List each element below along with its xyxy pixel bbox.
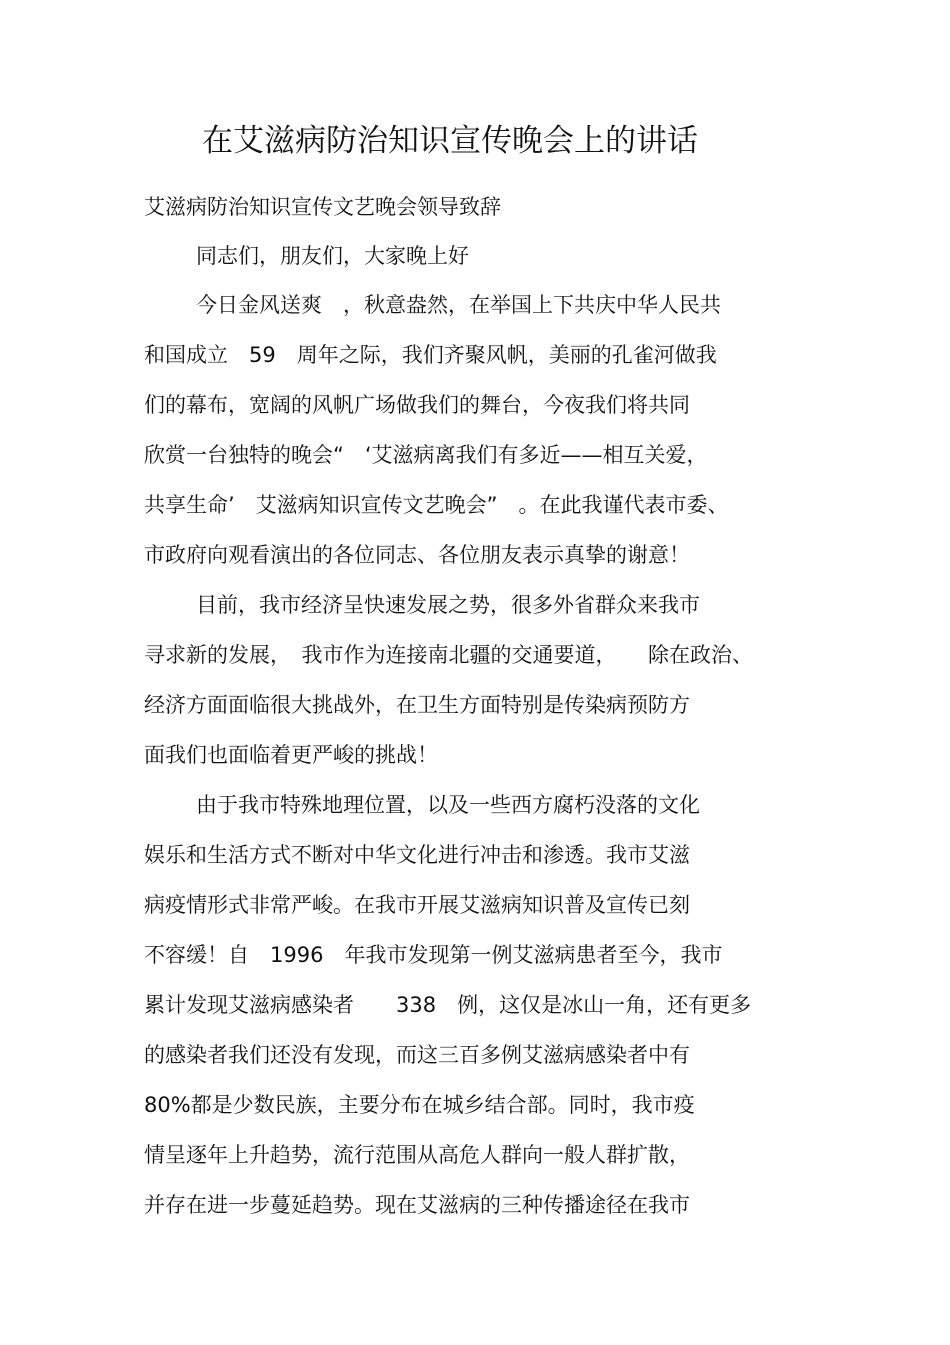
paragraph-line: 80%都是少数民族，主要分布在城乡结合部。同时，我市疫: [144, 1093, 695, 1117]
paragraph-line: 面我们也面临着更严峻的挑战！: [144, 743, 438, 767]
paragraph-line: 由于我市特殊地理位置，以及一些西方腐朽没落的文化: [196, 793, 700, 817]
paragraph-line: 累计发现艾滋病感染者 338 例，这仅是冰山一角，还有更多: [144, 993, 752, 1017]
paragraph-line: 的感染者我们还没有发现，而这三百多例艾滋病感染者中有: [144, 1043, 690, 1067]
paragraph-line: 们的幕布，宽阔的风帆广场做我们的舞台，今夜我们将共同: [144, 393, 690, 417]
paragraph-line: 情呈逐年上升趋势，流行范围从高危人群向一般人群扩散，: [144, 1143, 690, 1167]
paragraph-line: 共享生命’ 艾滋病知识宣传文艺晚会” 。在此我谨代表市委、: [144, 493, 729, 517]
document-title: 在艾滋病防治知识宣传晚会上的讲话: [202, 123, 698, 159]
paragraph-line: 和国成立 59 周年之际，我们齐聚风帆，美丽的孔雀河做我: [144, 343, 717, 367]
paragraph-line: 病疫情形式非常严峻。在我市开展艾滋病知识普及宣传已刻: [144, 893, 690, 917]
subtitle-line: 艾滋病防治知识宣传文艺晚会领导致辞: [144, 195, 501, 219]
paragraph-line: 寻求新的发展， 我市作为连接南北疆的交通要道， 除在政治、: [144, 643, 753, 667]
paragraph-line: 目前，我市经济呈快速发展之势，很多外省群众来我市: [196, 593, 700, 617]
paragraph-line: 并存在进一步蔓延趋势。现在艾滋病的三种传播途径在我市: [144, 1193, 690, 1217]
paragraph-line: 经济方面面临很大挑战外，在卫生方面特别是传染病预防方: [144, 693, 690, 717]
paragraph-line: 娱乐和生活方式不断对中华文化进行冲击和渗透。我市艾滋: [144, 843, 690, 867]
paragraph-line: 欣赏一台独特的晚会“ ‘艾滋病离我们有多近——相互关爱，: [144, 443, 708, 467]
paragraph-line: 不容缓！自 1996 年我市发现第一例艾滋病患者至今，我市: [144, 943, 723, 967]
paragraph-line: 今日金风送爽 ，秋意盎然，在举国上下共庆中华人民共: [196, 293, 721, 317]
paragraph-line: 市政府向观看演出的各位同志、各位朋友表示真挚的谢意！: [144, 543, 690, 567]
greeting-line: 同志们，朋友们，大家晚上好: [196, 244, 469, 268]
